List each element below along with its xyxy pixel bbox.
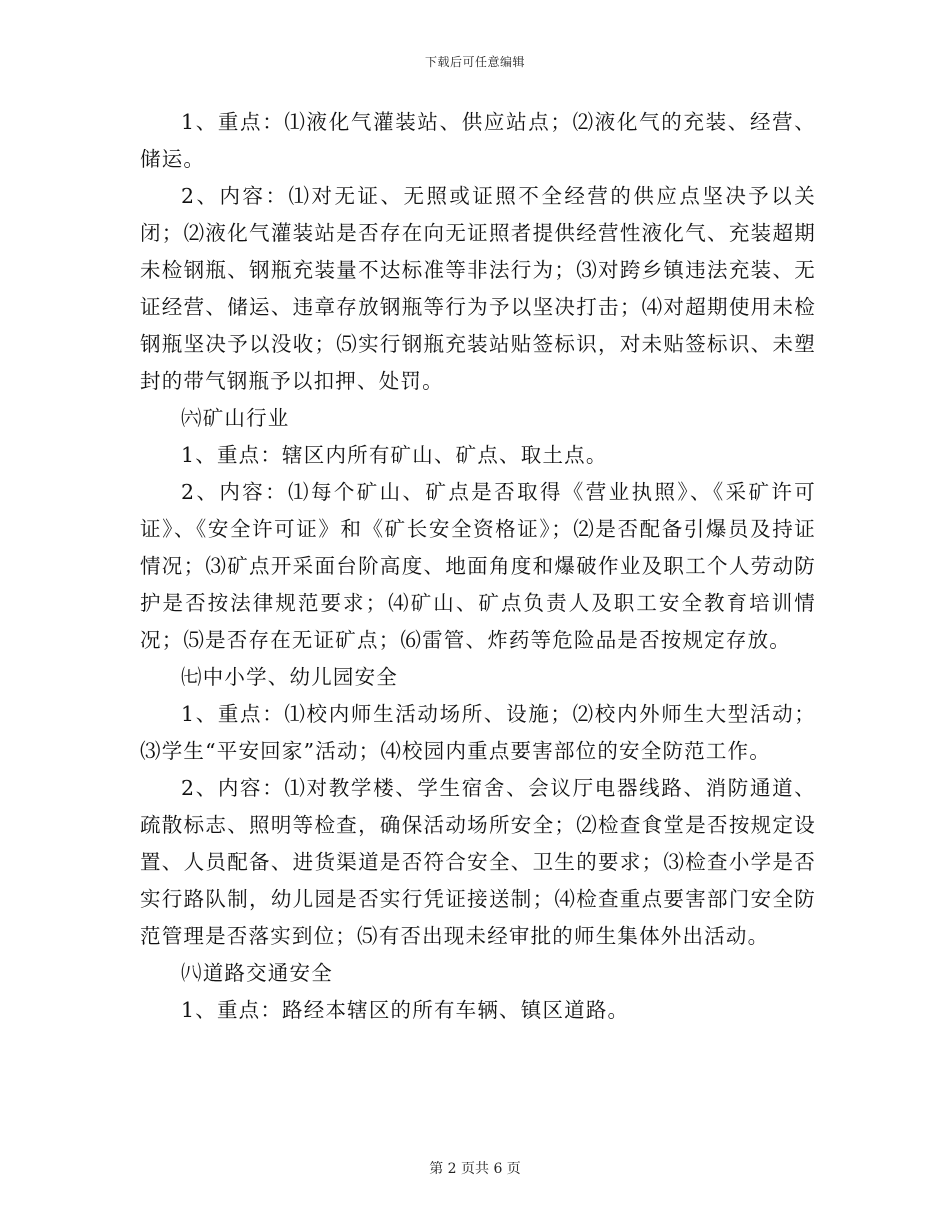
section-heading-schools: ㈦中小学、幼儿园安全 <box>181 665 398 689</box>
paragraph-schools-content: 2、内容：⑴对教学楼、学生宿舍、会议厅电器线路、消防通道、疏散标志、照明等检查，确保活动场所安全；⑵检查食堂是否按规定设置、人员配备、进货渠道是否符合安全、卫生的要求；⑶检查小学是否实行路队制，幼儿园是否实行凭证接送制；⑷检查重点要害部门安全防范管理是否落实到位；⑸有否出现未经审批的师生集体外出活动。 <box>140 776 816 948</box>
document-body <box>140 104 816 1029</box>
section-heading-traffic: ㈧道路交通安全 <box>181 961 333 985</box>
paragraph-mining-focus: 1、重点：辖区内所有矿山、矿点、取土点。 <box>181 443 608 467</box>
paragraph-traffic-focus: 1、重点：路经本辖区的所有车辆、镇区道路。 <box>181 998 630 1022</box>
paragraph-schools-focus: 1、重点：⑴校内师生活动场所、设施；⑵校内外师生大型活动；⑶学生“平安回家”活动；⑷校园内重点要害部位的安全防范工作。 <box>140 702 816 763</box>
paragraph-lpg-focus: 1、重点：⑴液化气灌装站、供应站点；⑵液化气的充装、经营、储运。 <box>140 110 816 171</box>
paragraph-mining-content: 2、内容：⑴每个矿山、矿点是否取得《营业执照》、《采矿许可证》、《安全许可证》和《矿长安全资格证》；⑵是否配备引爆员及持证情况；⑶矿点开采面台阶高度、地面角度和爆破作业及职工个人劳动防护是否按法律规范要求；⑷矿山、矿点负责人及职工安全教育培训情况；⑸是否存在无证矿点；⑹雷管、炸药等危险品是否按规定存放。 <box>140 480 816 652</box>
section-heading-mining: ㈥矿山行业 <box>181 406 290 430</box>
page-header: 下载后可任意编辑 <box>424 55 525 69</box>
page-number: 第 2 页共 6 页 <box>429 1161 521 1177</box>
paragraph-lpg-content: 2、内容：⑴对无证、无照或证照不全经营的供应点坚决予以关闭；⑵液化气灌装站是否存在向无证照者提供经营性液化气、充装超期未检钢瓶、钢瓶充装量不达标准等非法行为；⑶对跨乡镇违法充装、无证经营、储运、违章存放钢瓶等行为予以坚决打击；⑷对超期使用未检钢瓶坚决予以没收；⑸实行钢瓶充装站贴签标识，对未贴签标识、未塑封的带气钢瓶予以扣押、处罚。 <box>140 184 816 393</box>
